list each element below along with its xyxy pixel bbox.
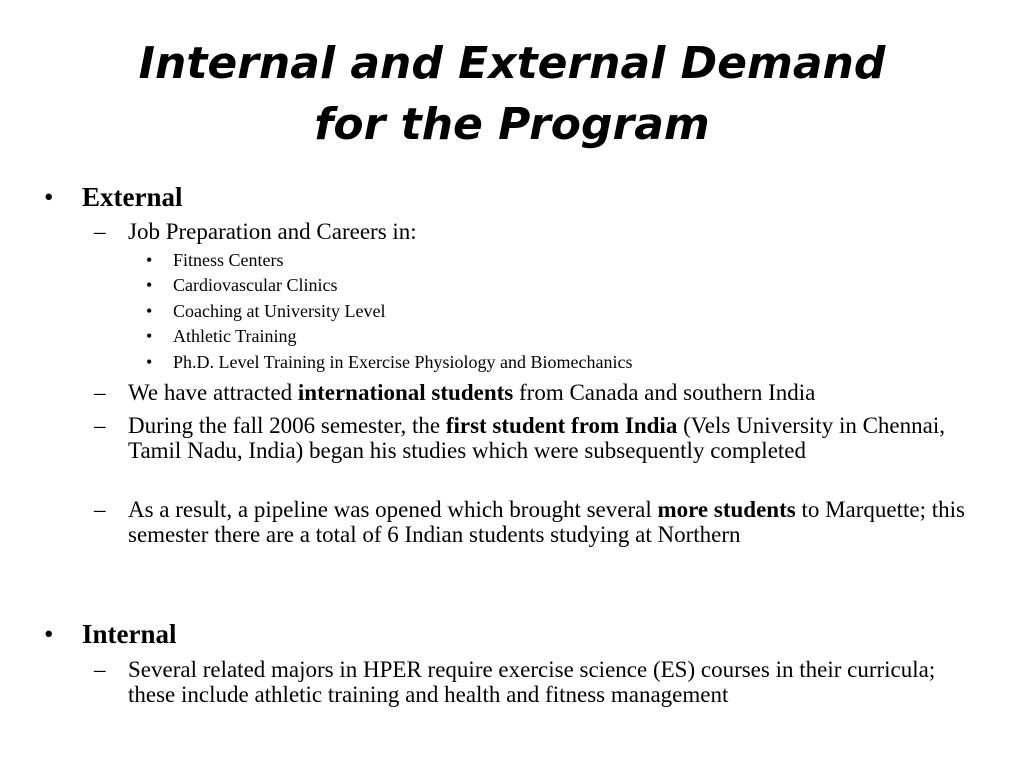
career-item-label: Coaching at University Level	[173, 301, 386, 321]
external-heading-item	[44, 182, 183, 212]
career-item-label: Athletic Training	[173, 326, 297, 346]
majors-item	[94, 657, 978, 707]
fall-text-after: (Vels University in Chennai, Tamil Nadu, India) began his studies which were subsequently completed	[128, 413, 945, 463]
international-item	[94, 380, 978, 405]
fall-text-before: During the fall 2006 semester, the	[128, 413, 446, 438]
external-heading: External	[82, 182, 183, 212]
dash-icon: –	[94, 219, 106, 244]
job-prep-item	[94, 219, 978, 244]
pipeline-text-bold: more students	[657, 497, 796, 522]
dash-icon: –	[94, 380, 106, 405]
dash-icon: –	[94, 413, 106, 438]
career-item-label: Ph.D. Level Training in Exercise Physiology and Biomechanics	[173, 352, 633, 372]
career-item-label: Fitness Centers	[173, 250, 284, 270]
bullet-icon: •	[44, 182, 54, 212]
bullet-icon: •	[44, 619, 54, 649]
bullet-icon: •	[146, 301, 153, 321]
title-line-1: Internal and External Demand	[138, 38, 886, 89]
career-item	[146, 325, 297, 347]
job-prep-text: Job Preparation and Careers in:	[128, 219, 417, 244]
intl-text-after: from Canada and southern India	[513, 380, 816, 405]
career-item-label: Cardiovascular Clinics	[173, 275, 338, 295]
career-item	[146, 300, 386, 322]
title-line-2: for the Program	[314, 99, 710, 150]
pipeline-text-after: to Marquette; this semester there are a total of 6 Indian students studying at Northern	[128, 497, 965, 547]
intl-text-before: We have attracted	[128, 380, 298, 405]
intl-text-bold: international students	[297, 380, 514, 405]
fall-text-bold: first student from India	[445, 413, 678, 438]
majors-text: Several related majors in HPER require exercise science (ES) courses in their curricula; these include athletic training and health and fitness management	[128, 657, 936, 707]
career-item	[146, 249, 284, 271]
career-item	[146, 274, 338, 296]
bullet-icon: •	[146, 352, 153, 372]
bullet-icon: •	[146, 250, 153, 270]
career-item	[146, 351, 633, 373]
fall-2006-item	[94, 413, 978, 463]
bullet-icon: •	[146, 326, 153, 346]
bullet-icon: •	[146, 275, 153, 295]
internal-heading-item	[44, 619, 177, 649]
dash-icon: –	[94, 657, 106, 682]
pipeline-text-before: As a result, a pipeline was opened which brought several	[128, 497, 658, 522]
pipeline-item	[94, 497, 978, 547]
internal-heading: Internal	[82, 619, 177, 649]
dash-icon: –	[94, 497, 106, 522]
